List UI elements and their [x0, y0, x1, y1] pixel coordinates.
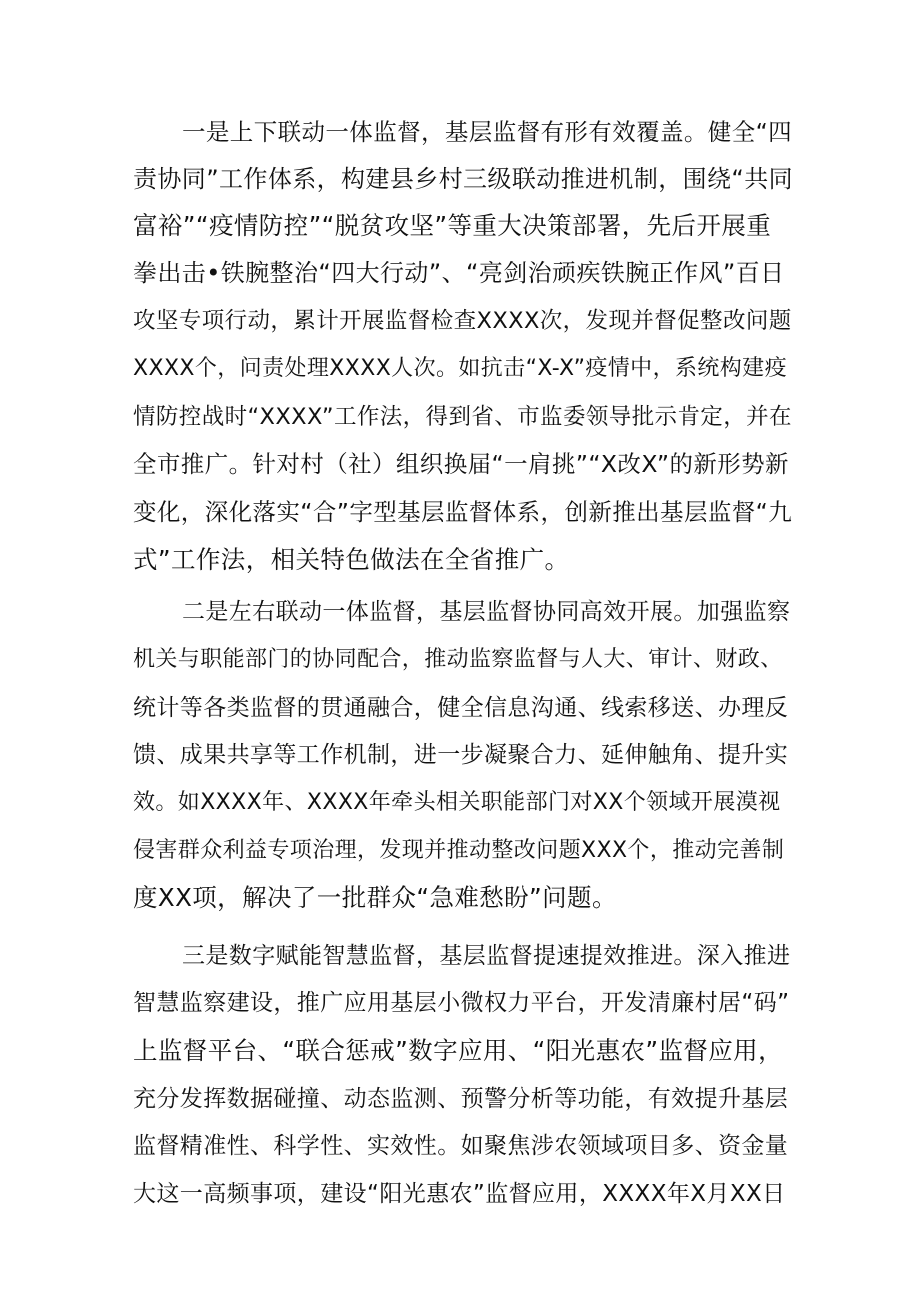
paragraph-2-line-3: 统计等各类监督的贯通融合，健全信息沟通、线索移送、办理反	[133, 695, 789, 721]
paragraph-1-line-9: 变化，深化落实“合”字型基层监督体系，创新推出基层监督“九	[133, 498, 793, 526]
paragraph-1-line-4: 拳出击•铁腕整治“四大行动”、“亮剑治顽疾铁腕正作风”百日	[133, 259, 785, 287]
paragraph-3-line-5: 监督精准性、科学性、实效性。如聚焦涉农领域项目多、资金量	[133, 1133, 789, 1159]
paragraph-3-line-3: 上监督平台、“联合惩戒”数字应用、“阳光惠农”监督应用，	[133, 1036, 783, 1065]
paragraph-3-line-4: 充分发挥数据碰撞、动态监测、预警分析等功能，有效提升基层	[133, 1086, 789, 1112]
paragraph-2-line-1: 二是左右联动一体监督，基层监督协同高效开展。加强监察	[182, 599, 791, 625]
paragraph-2-line-2: 机关与职能部门的协同配合，推动监察监督与人大、审计、财政、	[133, 647, 783, 672]
paragraph-1-line-6: XXXX个，问责处理XXXX人次。如抗击“X-X”疫情中，系统构建疫	[133, 356, 787, 381]
paragraph-2-line-4: 馈、成果共享等工作机制，进一步凝聚合力、延伸触角、提升实	[133, 742, 789, 768]
paragraph-1-line-10: 式”工作法，相关特色做法在全省推广。	[133, 545, 570, 574]
paragraph-1-line-8: 全市推广。针对村（社）组织换届“一肩挑”“X改X”的新形势新	[133, 450, 789, 478]
paragraph-2-line-6: 侵害群众利益专项治理，发现并推动整改问题XXX个，推动完善制	[133, 838, 785, 863]
paragraph-3-line-1: 三是数字赋能智慧监督，基层监督提速提效推进。深入推进	[182, 943, 791, 969]
paragraph-2-line-7: 度XX项，解决了一批群众“急难愁盼”问题。	[133, 883, 617, 912]
paragraph-1-line-2: 责协同”工作体系，构建县乡村三级联动推进机制，围绕“共同	[133, 165, 794, 193]
paragraph-1-line-1: 一是上下联动一体监督，基层监督有形有效覆盖。健全“四	[182, 118, 793, 146]
paragraph-1-line-7: 情防控战时“XXXX”工作法，得到省、市监委领导批示肯定，并在	[133, 404, 792, 430]
paragraph-3-line-6: 大这一高频事项，建设“阳光惠农”监督应用，XXXX年X月XX日	[133, 1181, 786, 1207]
paragraph-3-line-2: 智慧监察建设，推广应用基层小微权力平台，开发清廉村居“码”	[133, 990, 790, 1016]
paragraph-1-line-5: 攻坚专项行动，累计开展监督检查XXXX次，发现并督促整改问题	[133, 308, 792, 334]
paragraph-1-line-3: 富裕”“疫情防控”“脱贫攻坚”等重大决策部署，先后开展重	[133, 211, 772, 240]
paragraph-2-line-5: 效。如XXXX年、XXXX年牵头相关职能部门对XX个领域开展漠视	[133, 790, 781, 815]
